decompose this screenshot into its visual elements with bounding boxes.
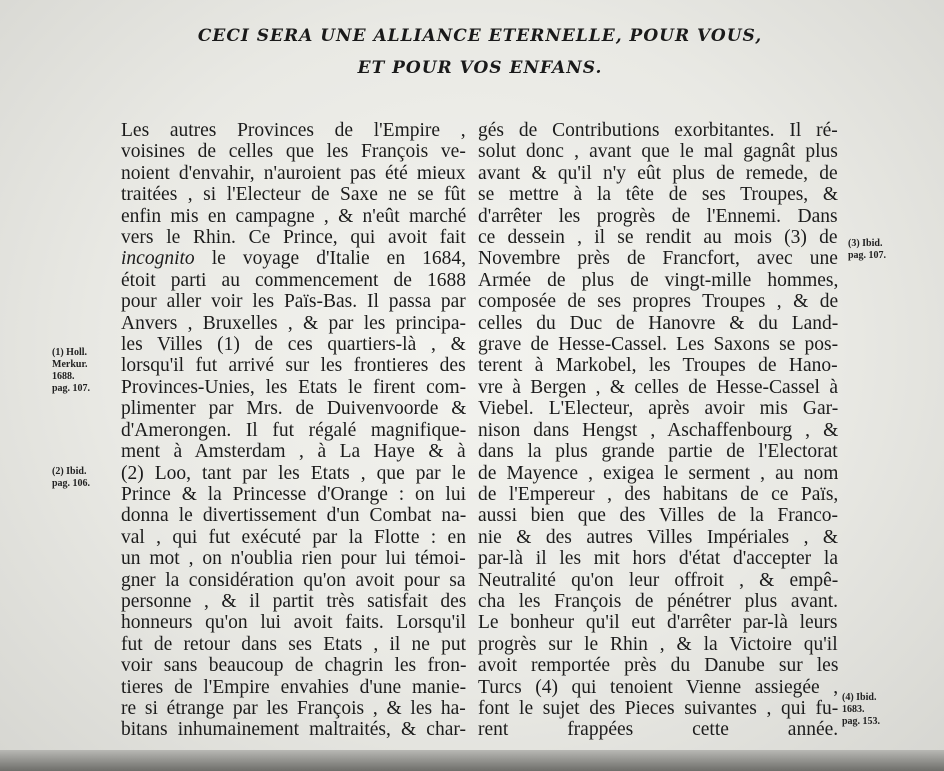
text-line: avant & qu'il n'y eût plus de remede, de xyxy=(478,162,838,184)
text-line: Turcs (4) qui tenoient Vienne assiegée , xyxy=(478,676,838,698)
note-line: 1688. xyxy=(52,371,75,382)
text-line: se mettre à la tête de ses Troupes, & xyxy=(478,184,838,206)
text-line: Provinces-Unies, les Etats le firent com- xyxy=(121,376,466,398)
text-line: personne , & il partit très satisfait des xyxy=(121,590,466,612)
text-line: voir sans beaucoup de chagrin les fron- xyxy=(121,655,466,677)
text-line: terent à Markobel, les Troupes de Hano- xyxy=(478,355,838,377)
text-line: par-là il les mit hors d'état d'accepter la xyxy=(478,548,838,570)
text-line: étoit parti au commencement de 1688 xyxy=(121,269,466,291)
left-text-column xyxy=(121,120,466,741)
text-line: nie & des autres Villes Impériales , & xyxy=(478,526,838,548)
heading-line-1: CECI SERA UNE ALLIANCE ETERNELLE, POUR VOUS, xyxy=(197,26,763,46)
note-line: (1) Holl. xyxy=(52,347,87,358)
text-line: incognito le voyage d'Italie en 1684, xyxy=(121,248,466,270)
text-line: (2) Loo, tant par les Etats , que par le xyxy=(121,462,466,484)
text-line: de Mayence , exigea le serment , au nom xyxy=(478,462,838,484)
margin-note-3 xyxy=(848,238,886,262)
note-line: (2) Ibid. xyxy=(52,466,87,477)
text-line: d'arrêter les progrès de l'Ennemi. Dans xyxy=(478,205,838,227)
text-line: nison dans Hengst , Aschaffenbourg , & xyxy=(478,419,838,441)
text-line: Neutralité qu'on leur offroit , & empê- xyxy=(478,569,838,591)
text-line: gner la considération qu'on avoit pour sa xyxy=(121,569,466,591)
text-line: composée de ses propres Troupes , & de xyxy=(478,291,838,313)
note-line: pag. 106. xyxy=(52,478,91,489)
text-line: vers le Rhin. Ce Prince, qui avoit fait xyxy=(121,227,466,249)
text-line: de l'Empereur , des habitans de ce Païs, xyxy=(478,483,838,505)
text-line: progrès sur le Rhin , & la Victoire qu'il xyxy=(478,633,838,655)
text-line: voisines de celles que les François ve- xyxy=(121,141,466,163)
margin-note-1 xyxy=(52,347,90,395)
text-line: tieres de l'Empire envahies d'une manie- xyxy=(121,676,466,698)
text-line: grave de Hesse-Cassel. Les Saxons se pos- xyxy=(478,334,838,356)
text-line: plimenter par Mrs. de Duivenvoorde & xyxy=(121,398,466,420)
text-line: donna le divertissement d'un Combat na- xyxy=(121,505,466,527)
text-line: enfin mis en campagne , & n'eût marché xyxy=(121,205,466,227)
right-text-column xyxy=(478,120,838,741)
text-line: ce dessein , il se rendit au mois (3) de xyxy=(478,227,838,249)
text-line: Novembre près de Francfort, avec une xyxy=(478,248,838,270)
text-line: Viebel. L'Electeur, après avoir mis Gar- xyxy=(478,398,838,420)
text-line: Les autres Provinces de l'Empire , xyxy=(121,120,466,141)
heading-line-2: ET POUR VOS ENFANS. xyxy=(357,58,603,78)
margin-note-4 xyxy=(842,692,880,728)
text-line: aussi bien que des Villes de la Franco- xyxy=(478,505,838,527)
text-line: vre à Bergen , & celles de Hesse-Cassel à xyxy=(478,376,838,398)
text-line: Prince & la Princesse d'Orange : on lui xyxy=(121,483,466,505)
italic-word: incognito xyxy=(121,248,195,270)
text-line: cha les François de pénétrer plus avant. xyxy=(478,590,838,612)
note-line: pag. 107. xyxy=(52,383,91,394)
text-line: celles du Duc de Hanovre & du Land- xyxy=(478,312,838,334)
text-line: noient d'envahir, n'auroient pas été mieux xyxy=(121,162,466,184)
text-line: solut donc , avant que le mal gagnât plus xyxy=(478,141,838,163)
text-line: lorsqu'il fut arrivé sur les frontieres des xyxy=(121,355,466,377)
page-bottom-edge xyxy=(0,750,944,771)
text-line: ment à Amsterdam , à La Haye & à xyxy=(121,441,466,463)
text-line: gés de Contributions exorbitantes. Il ré- xyxy=(478,120,838,141)
text-line: avoit remportée près du Danube sur les xyxy=(478,655,838,677)
note-line: pag. 153. xyxy=(842,716,881,727)
text-line: rent frappées cette année. xyxy=(478,719,838,741)
text-line: dans la plus grande partie de l'Electorat xyxy=(478,441,838,463)
text-line: bitans inhumainement maltraités, & char- xyxy=(121,719,466,741)
text-line: fut de retour dans ses Etats , il ne put xyxy=(121,633,466,655)
text-line: re si étrange par les François , & les ha- xyxy=(121,697,466,719)
text-line: un mot , on n'oublia rien pour lui témoi- xyxy=(121,548,466,570)
note-line: (4) Ibid. xyxy=(842,692,877,703)
text-line: val , qui fut exécuté par la Flotte : en xyxy=(121,526,466,548)
text-line: traitées , si l'Electeur de Saxe ne se fût xyxy=(121,184,466,206)
text-line: font le sujet des Pieces suivantes , qui fu- xyxy=(478,697,838,719)
text-line: pour aller voir les Païs-Bas. Il passa par xyxy=(121,291,466,313)
text-line: Le bonheur qu'il eut d'arrêter par-là leurs xyxy=(478,612,838,634)
text-line: Anvers , Bruxelles , & par les principa- xyxy=(121,312,466,334)
text-line: honneurs qu'on lui avoit faits. Lorsqu'il xyxy=(121,612,466,634)
note-line: pag. 107. xyxy=(848,250,887,261)
note-line: (3) Ibid. xyxy=(848,238,883,249)
text-line: d'Amerongen. Il fut régalé magnifique- xyxy=(121,419,466,441)
note-line: 1683. xyxy=(842,704,865,715)
margin-note-2 xyxy=(52,466,90,490)
text-line: les Villes (1) de ces quartiers-là , & xyxy=(121,334,466,356)
text-line: Armée de plus de vingt-mille hommes, xyxy=(478,269,838,291)
note-line: Merkur. xyxy=(52,359,88,370)
